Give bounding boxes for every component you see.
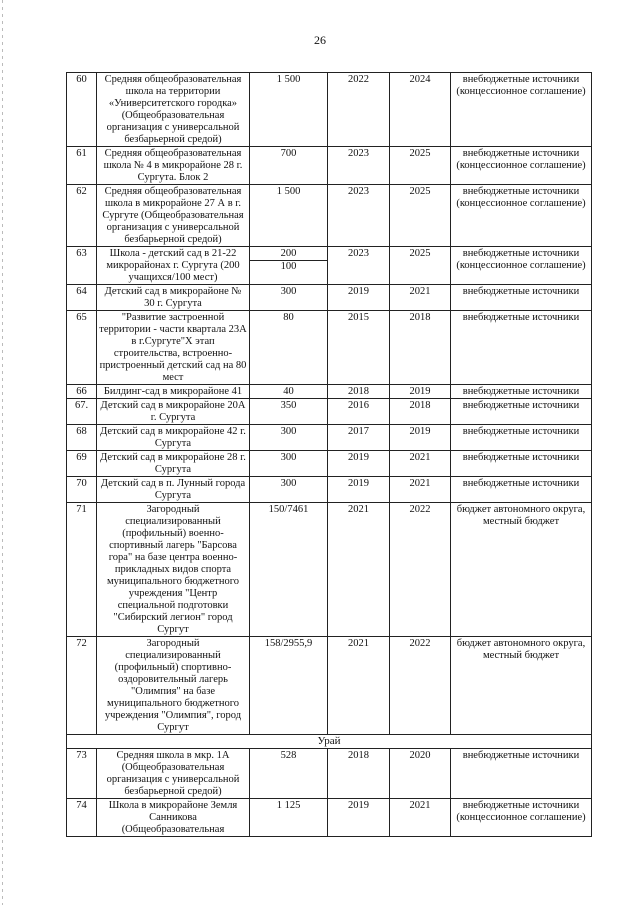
start-year-cell: 2018 <box>328 385 390 399</box>
row-number-cell: 63 <box>67 247 97 285</box>
start-year-cell: 2019 <box>328 477 390 503</box>
table-row <box>67 185 592 247</box>
region-row <box>67 735 592 749</box>
table-row <box>67 385 592 399</box>
facility-name-cell: Школа в микрорайоне Земля Санникова (Общеобразовательная <box>97 799 250 837</box>
funding-source-cell: внебюджетные источники <box>451 477 592 503</box>
capacity-value: 1 125 <box>276 800 301 811</box>
end-year-cell: 2022 <box>390 503 451 637</box>
table-row <box>67 399 592 425</box>
table-row <box>67 749 592 799</box>
capacity-value: 300 <box>280 426 297 437</box>
row-number-cell: 64 <box>67 285 97 311</box>
facility-name-cell: Детский сад в микрорайоне 42 г. Сургута <box>97 425 250 451</box>
capacity-value: 700 <box>280 148 297 159</box>
end-year-cell: 2018 <box>390 311 451 385</box>
start-year-cell: 2022 <box>328 73 390 147</box>
facility-name-cell: Детский сад в микрорайоне 20А г. Сургута <box>97 399 250 425</box>
capacity-cell <box>250 477 328 503</box>
funding-source-cell: внебюджетные источники (концессионное соглашение) <box>451 147 592 185</box>
funding-source-cell: внебюджетные источники <box>451 311 592 385</box>
end-year-cell: 2025 <box>390 247 451 285</box>
region-label: Урай <box>67 735 592 749</box>
capacity-cell <box>250 799 328 837</box>
capacity-cell <box>250 451 328 477</box>
end-year-cell: 2022 <box>390 637 451 735</box>
end-year-cell: 2025 <box>390 185 451 247</box>
end-year-cell: 2021 <box>390 285 451 311</box>
capacity-value: 150/7461 <box>268 504 309 515</box>
capacity-cell <box>250 749 328 799</box>
table-row <box>67 425 592 451</box>
row-number-cell: 74 <box>67 799 97 837</box>
capacity-value: 80 <box>283 312 294 323</box>
capacity-cell <box>250 399 328 425</box>
start-year-cell: 2015 <box>328 311 390 385</box>
start-year-cell: 2017 <box>328 425 390 451</box>
row-number-cell: 60 <box>67 73 97 147</box>
scan-edge-artifact <box>2 0 3 905</box>
funding-source-cell: внебюджетные источники (концессионное соглашение) <box>451 73 592 147</box>
facility-name-cell: Билдинг-сад в микрорайоне 41 <box>97 385 250 399</box>
row-number-cell: 73 <box>67 749 97 799</box>
start-year-cell: 2019 <box>328 285 390 311</box>
facility-name-cell: Загородный специализированный (профильный) военно-спортивный лагерь "Барсова гора" на базе центра военно-прикладных видов спорта муниципального бюджетного учреждения "Центр специальной подготовки "Сибирский легион" город Сургут <box>97 503 250 637</box>
capacity-value: 100 <box>250 260 327 273</box>
funding-source-cell: бюджет автономного округа, местный бюджет <box>451 637 592 735</box>
table-body-surgut <box>67 73 592 735</box>
capacity-cell <box>250 385 328 399</box>
row-number-cell: 68 <box>67 425 97 451</box>
table-row <box>67 637 592 735</box>
facilities-table <box>66 72 592 837</box>
capacity-value: 300 <box>280 452 297 463</box>
row-number-cell: 62 <box>67 185 97 247</box>
row-number-cell: 70 <box>67 477 97 503</box>
start-year-cell: 2021 <box>328 637 390 735</box>
funding-source-cell: внебюджетные источники <box>451 385 592 399</box>
row-number-cell: 72 <box>67 637 97 735</box>
funding-source-cell: внебюджетные источники <box>451 285 592 311</box>
funding-source-cell: внебюджетные источники <box>451 749 592 799</box>
end-year-cell: 2021 <box>390 451 451 477</box>
table-row <box>67 451 592 477</box>
row-number-cell: 67. <box>67 399 97 425</box>
facility-name-cell: Детский сад в п. Лунный города Сургута <box>97 477 250 503</box>
capacity-cell <box>250 247 328 285</box>
row-number-cell: 69 <box>67 451 97 477</box>
facility-name-cell: "Развитие застроенной территории - части квартала 23А в г.Сургуте"Х этап строительства, встроенно-пристроенный детский сад на 80 мест <box>97 311 250 385</box>
funding-source-cell: внебюджетные источники <box>451 399 592 425</box>
start-year-cell: 2023 <box>328 247 390 285</box>
facility-name-cell: Детский сад в микрорайоне № 30 г. Сургута <box>97 285 250 311</box>
facility-name-cell: Загородный специализированный (профильный) спортивно-оздоровительный лагерь "Олимпия" на базе муниципального бюджетного учреждения "Олимпия", город Сургут <box>97 637 250 735</box>
table-row <box>67 503 592 637</box>
funding-source-cell: внебюджетные источники <box>451 425 592 451</box>
start-year-cell: 2019 <box>328 451 390 477</box>
table-row <box>67 285 592 311</box>
capacity-cell <box>250 311 328 385</box>
funding-source-cell: внебюджетные источники (концессионное соглашение) <box>451 799 592 837</box>
page-number: 26 <box>314 33 326 47</box>
facility-name-cell: Средняя школа в мкр. 1А (Общеобразовательная организация с универсальной безбарьерной средой) <box>97 749 250 799</box>
start-year-cell: 2019 <box>328 799 390 837</box>
funding-source-cell: бюджет автономного округа, местный бюджет <box>451 503 592 637</box>
capacity-value: 200 <box>280 248 297 259</box>
facility-name-cell: Школа - детский сад в 21-22 микрорайонах г. Сургута (200 учащихся/100 мест) <box>97 247 250 285</box>
end-year-cell: 2021 <box>390 477 451 503</box>
funding-source-cell: внебюджетные источники (концессионное соглашение) <box>451 185 592 247</box>
end-year-cell: 2025 <box>390 147 451 185</box>
table-body-uray <box>67 749 592 837</box>
capacity-value: 350 <box>280 400 297 411</box>
start-year-cell: 2021 <box>328 503 390 637</box>
capacity-value: 40 <box>283 386 294 397</box>
end-year-cell: 2018 <box>390 399 451 425</box>
table-row <box>67 73 592 147</box>
table-row <box>67 477 592 503</box>
capacity-value: 300 <box>280 286 297 297</box>
start-year-cell: 2023 <box>328 185 390 247</box>
capacity-cell <box>250 147 328 185</box>
start-year-cell: 2016 <box>328 399 390 425</box>
row-number-cell: 65 <box>67 311 97 385</box>
table-row <box>67 147 592 185</box>
start-year-cell: 2023 <box>328 147 390 185</box>
row-number-cell: 71 <box>67 503 97 637</box>
start-year-cell: 2018 <box>328 749 390 799</box>
facility-name-cell: Средняя общеобразовательная школа в микрорайоне 27 А в г. Сургуте (Общеобразовательная организация с универсальной безбарьерной средой) <box>97 185 250 247</box>
table-row <box>67 247 592 285</box>
capacity-value: 1 500 <box>276 74 301 85</box>
end-year-cell: 2021 <box>390 799 451 837</box>
end-year-cell: 2020 <box>390 749 451 799</box>
capacity-cell <box>250 285 328 311</box>
capacity-cell <box>250 73 328 147</box>
end-year-cell: 2019 <box>390 425 451 451</box>
funding-source-cell: внебюджетные источники (концессионное соглашение) <box>451 247 592 285</box>
row-number-cell: 66 <box>67 385 97 399</box>
funding-source-cell: внебюджетные источники <box>451 451 592 477</box>
capacity-cell <box>250 185 328 247</box>
capacity-value: 300 <box>280 478 297 489</box>
capacity-cell <box>250 637 328 735</box>
end-year-cell: 2019 <box>390 385 451 399</box>
table-row <box>67 799 592 837</box>
end-year-cell: 2024 <box>390 73 451 147</box>
facility-name-cell: Средняя общеобразовательная школа на территории «Университетского городка» (Общеобразовательная организация с универсальной безбарьерной средой) <box>97 73 250 147</box>
capacity-value: 158/2955,9 <box>264 638 313 649</box>
capacity-cell <box>250 425 328 451</box>
capacity-cell <box>250 503 328 637</box>
table-region-section <box>67 735 592 749</box>
facility-name-cell: Средняя общеобразовательная школа № 4 в микрорайоне 28 г. Сургута. Блок 2 <box>97 147 250 185</box>
capacity-value: 528 <box>280 750 297 761</box>
table-row <box>67 311 592 385</box>
facility-name-cell: Детский сад в микрорайоне 28 г. Сургута <box>97 451 250 477</box>
row-number-cell: 61 <box>67 147 97 185</box>
capacity-value: 1 500 <box>276 186 301 197</box>
